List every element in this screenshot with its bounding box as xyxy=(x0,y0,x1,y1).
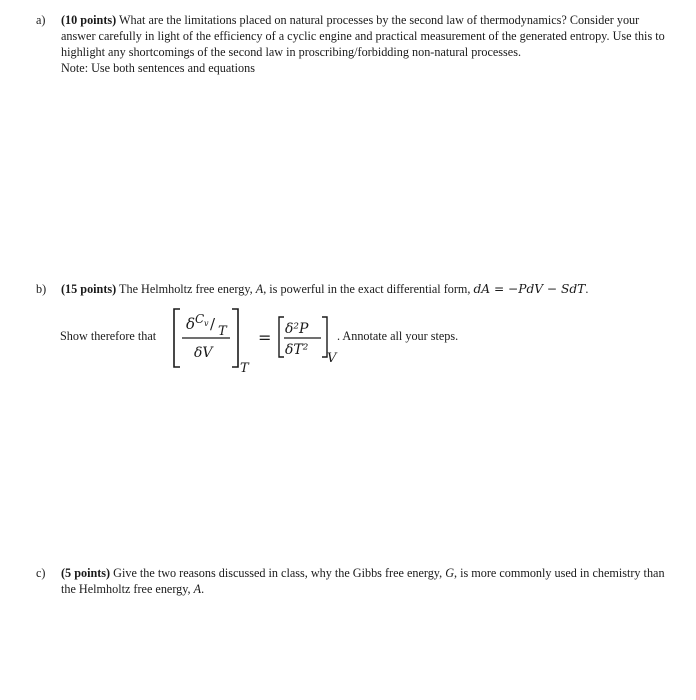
question-a-points: (10 points) xyxy=(61,13,117,27)
maxwell-relation-equation xyxy=(60,305,660,375)
question-b-body xyxy=(61,281,686,297)
lhs-numerator-t: T xyxy=(218,324,227,339)
question-c-text-middle: , is more commonly used in chemistry than the Helmholtz free energy, xyxy=(61,566,665,596)
show-therefore-text: Show therefore that xyxy=(60,329,157,343)
question-c-period: . xyxy=(201,582,205,596)
question-a-body xyxy=(61,12,666,76)
question-c-body xyxy=(61,565,671,597)
question-c-points: (5 points) xyxy=(61,566,111,580)
question-b-text-before: The Helmholtz free energy, xyxy=(119,282,256,296)
equation-line xyxy=(60,305,660,375)
question-b-period: . xyxy=(585,282,589,296)
lhs-numerator-delta: δ xyxy=(186,315,196,333)
question-a-note: Note: Use both sentences and equations xyxy=(61,61,255,75)
lhs-numerator-v: v xyxy=(204,319,209,328)
symbol-A: A xyxy=(255,282,264,296)
symbol-A-c: A xyxy=(193,582,202,596)
rhs-subscript: V xyxy=(327,351,337,366)
lhs-numerator-slash: / xyxy=(210,315,216,333)
equals-sign: = xyxy=(258,328,272,347)
lhs-right-bracket xyxy=(232,309,238,367)
lhs-subscript: T xyxy=(240,361,249,375)
question-a-label: a) xyxy=(36,13,46,27)
lhs-left-bracket xyxy=(174,309,180,367)
annotate-text: . Annotate all your steps. xyxy=(337,329,459,343)
rhs-numerator: δ²P xyxy=(285,321,309,337)
question-a-text: What are the limitations placed on natural processes by the second law of thermodynamics? Consider your answer carefully in light of the efficiency of a cyclic engine and practical measurement of the generated entropy. Use this to highlight any shortcomings of the second law in proscribing/forbidding non-natural processes. xyxy=(61,13,665,59)
lhs-numerator-c: C xyxy=(195,312,205,326)
rhs-left-bracket xyxy=(279,317,284,357)
symbol-G: G xyxy=(445,566,454,580)
rhs-denominator: δT² xyxy=(285,342,309,358)
question-c-label: c) xyxy=(36,566,46,580)
question-b-points: (15 points) xyxy=(61,282,117,296)
question-c-text-before: Give the two reasons discussed in class, why the Gibbs free energy, xyxy=(113,566,446,580)
lhs-denominator: δV xyxy=(194,345,213,361)
question-b-label: b) xyxy=(36,282,47,296)
differential-form: dA = −PdV − SdT xyxy=(473,282,586,296)
question-b-text-middle: , is powerful in the exact differential form, xyxy=(263,282,474,296)
